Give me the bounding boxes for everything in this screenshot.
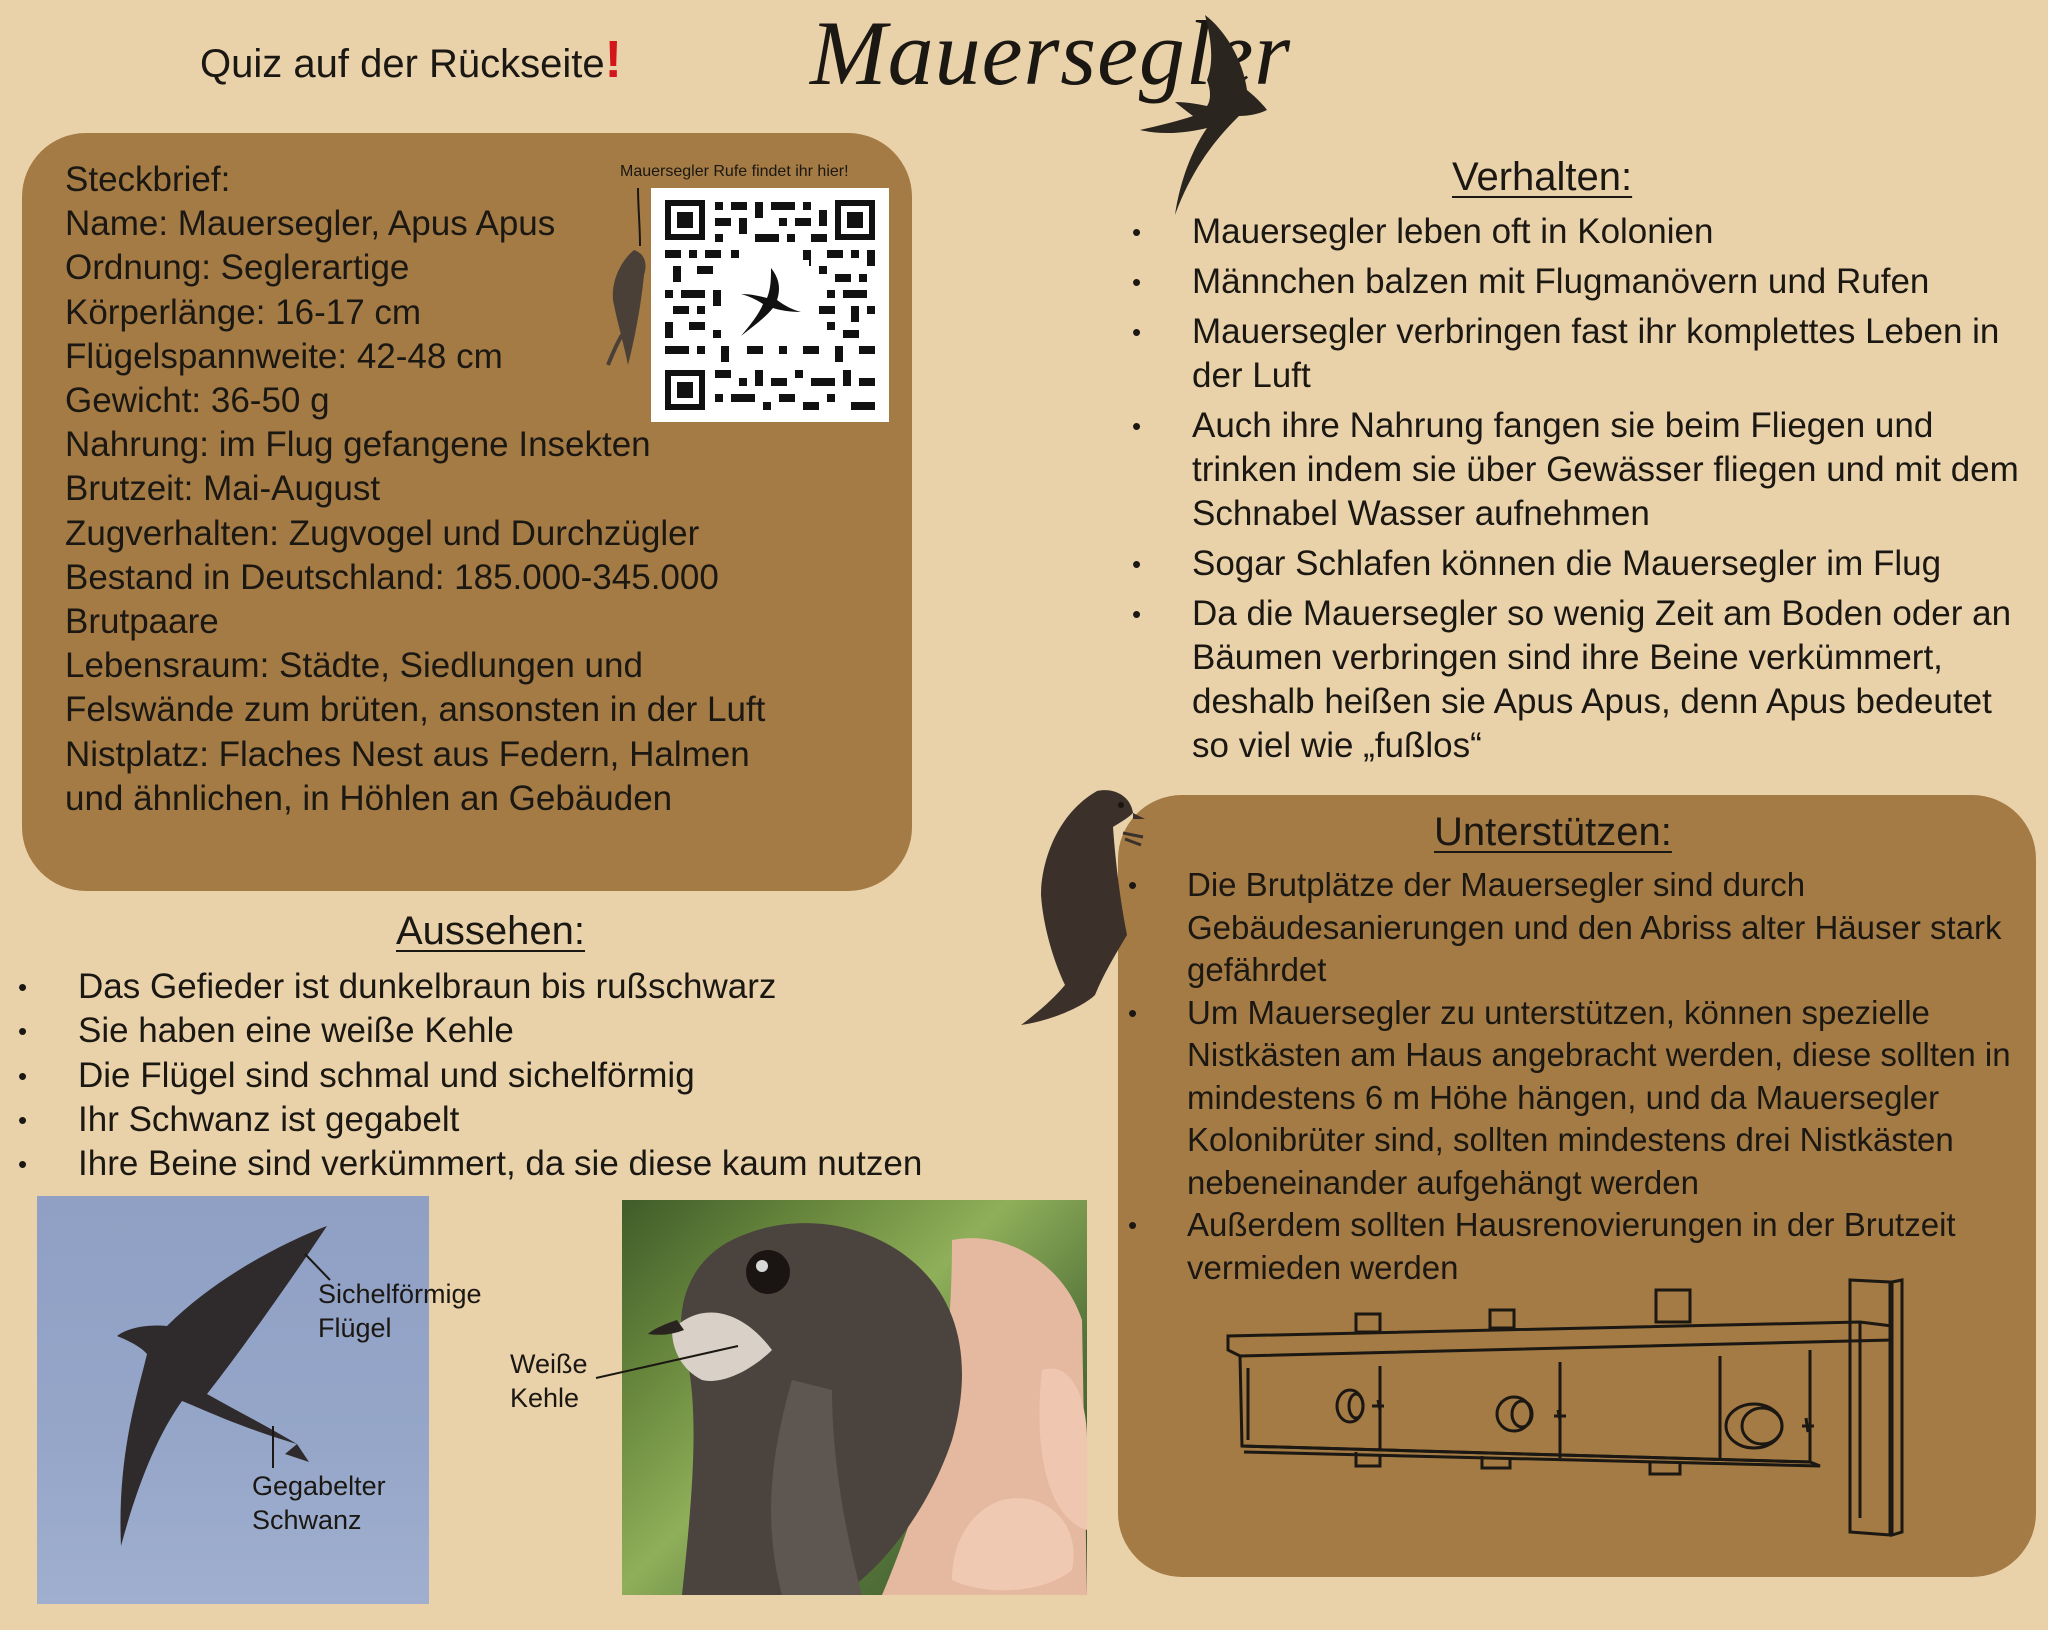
list-item-text: Mauersegler verbringen fast ihr komplettes Leben in der Luft <box>1192 312 2000 395</box>
steckbrief-line: Steckbrief: <box>65 160 231 199</box>
bullet: • <box>1132 317 1142 347</box>
qr-code[interactable] <box>651 188 889 422</box>
label-weisse-kehle <box>510 1347 588 1415</box>
list-item <box>16 1142 1016 1186</box>
bullet: • <box>1132 549 1142 579</box>
photo-swift-in-hand <box>622 1200 1087 1595</box>
verhalten-list <box>1130 210 2030 774</box>
quiz-hint <box>200 30 622 90</box>
nest-box-drawing <box>1220 1270 1950 1540</box>
list-item-text: Mauersegler leben oft in Kolonien <box>1192 212 1714 251</box>
label-gegabelter-schwanz <box>252 1469 386 1537</box>
label-line: Kehle <box>510 1383 580 1413</box>
steckbrief-line: Name: Mauersegler, Apus Apus <box>65 204 556 244</box>
list-item-text: Die Flügel sind schmal und sichelförmig <box>78 1055 695 1095</box>
list-item <box>16 965 1016 1009</box>
bullet: • <box>1128 997 1138 1028</box>
list-item <box>16 1098 1016 1142</box>
pointer-line <box>266 1424 280 1472</box>
pointer-line <box>592 1340 742 1382</box>
bullet: • <box>1128 870 1138 900</box>
label-line: Schwanz <box>252 1505 362 1535</box>
list-item <box>1130 260 2030 304</box>
aussehen-heading: Aussehen: <box>396 909 586 953</box>
list-item-text: Sie haben eine weiße Kehle <box>78 1011 514 1051</box>
list-item <box>1130 310 2030 398</box>
page-title: Mauersegler <box>810 2 1292 104</box>
label-line: Flügel <box>318 1313 392 1343</box>
bullet: • <box>1132 217 1142 247</box>
swift-flight-icon <box>37 1196 429 1604</box>
steckbrief-line: und ähnlichen, in Höhlen an Gebäuden <box>65 778 673 818</box>
list-item <box>1130 404 2030 536</box>
qr-code-icon <box>651 188 889 422</box>
steckbrief-line: Nistplatz: Flaches Nest aus Federn, Halmen <box>65 734 750 774</box>
bullet: • <box>1128 1210 1138 1240</box>
bullet: • <box>18 1060 28 1091</box>
perched-swift-small-icon <box>604 245 652 370</box>
list-item <box>1126 992 2026 1205</box>
verhalten-heading: Verhalten: <box>1452 155 1633 199</box>
bullet: • <box>1132 267 1142 297</box>
label-line: Weiße <box>510 1349 588 1379</box>
quiz-hint-text: Quiz auf der Rückseite <box>200 42 605 86</box>
steckbrief-line: Ordnung: Seglerartige <box>65 248 410 288</box>
steckbrief-line: Felswände zum brüten, ansonsten in der Luft <box>65 690 766 730</box>
steckbrief-line: Bestand in Deutschland: 185.000-345.000 <box>65 557 719 597</box>
list-item-text: Außerdem sollten Hausrenovierungen in der Brutzeit vermieden werden <box>1187 1206 1956 1286</box>
qr-caption: Mauersegler Rufe findet ihr hier! <box>620 163 849 180</box>
list-item-text: Das Gefieder ist dunkelbraun bis rußschwarz <box>78 967 777 1006</box>
bullet: • <box>1132 411 1142 441</box>
bullet: • <box>18 1149 28 1180</box>
list-item-text: Die Brutplätze der Mauersegler sind durch Gebäudesanierungen und den Abriss alter Häuser stark gefährdet <box>1187 866 2002 988</box>
list-item <box>16 1009 1016 1053</box>
swift-in-hand-icon <box>622 1200 1087 1595</box>
steckbrief-line: Lebensraum: Städte, Siedlungen und <box>65 646 643 686</box>
label-line: Sichelförmige <box>318 1279 482 1309</box>
aussehen-list <box>16 965 1016 1186</box>
label-line: Gegabelter <box>252 1471 386 1501</box>
bullet: • <box>18 1104 28 1135</box>
list-item <box>1130 210 2030 254</box>
list-item-text: Ihr Schwanz ist gegabelt <box>78 1099 460 1139</box>
steckbrief-line: Flügelspannweite: 42-48 cm <box>65 336 503 376</box>
steckbrief-line: Zugverhalten: Zugvogel und Durchzügler <box>65 513 700 553</box>
photo-swift-in-flight <box>37 1196 429 1604</box>
steckbrief-line: Körperlänge: 16-17 cm <box>65 292 422 332</box>
list-item-text: Auch ihre Nahrung fangen sie beim Fliegen und trinken indem sie über Gewässer fliegen und mit dem Schnabel Wasser aufnehmen <box>1192 406 2019 533</box>
swift-silhouette-icon <box>1135 10 1275 220</box>
bullet: • <box>18 1016 28 1047</box>
list-item <box>1130 542 2030 586</box>
unterstuetzen-list <box>1126 864 2026 1289</box>
list-item-text: Um Mauersegler zu unterstützen, können spezielle Nistkästen am Haus angebracht werden, diese sollten in mindestens 6 m Höhe hängen, und da Mauersegler Kolonibrüter sind, sollten mindestens drei Nistkästen nebeneinander aufgehängt werden <box>1187 993 2011 1201</box>
list-item <box>1130 592 2030 768</box>
steckbrief-line: Brutzeit: Mai-August <box>65 469 381 509</box>
list-item-text: Männchen balzen mit Flugmanövern und Rufen <box>1192 262 1930 301</box>
list-item-text: Da die Mauersegler so wenig Zeit am Boden oder an Bäumen verbringen sind ihre Beine verkümmert, deshalb heißen sie Apus Apus, denn Apus bedeutet so viel wie „fußlos“ <box>1192 594 2012 765</box>
steckbrief-line: Gewicht: 36-50 g <box>65 381 330 421</box>
unterstuetzen-heading: Unterstützen: <box>1434 810 1672 854</box>
steckbrief-line: Nahrung: im Flug gefangene Insekten <box>65 425 651 465</box>
exclamation-mark: ! <box>604 31 622 89</box>
list-item-text: Ihre Beine sind verkümmert, da sie diese kaum nutzen <box>78 1144 923 1184</box>
steckbrief-line: Brutpaare <box>65 602 219 642</box>
bullet: • <box>1132 599 1142 629</box>
list-item <box>1126 864 2026 992</box>
label-sichelfoermige-fluegel <box>318 1277 482 1345</box>
list-item <box>16 1054 1016 1098</box>
list-item-text: Sogar Schlafen können die Mauersegler im Flug <box>1192 544 1942 583</box>
bullet: • <box>18 972 28 1002</box>
